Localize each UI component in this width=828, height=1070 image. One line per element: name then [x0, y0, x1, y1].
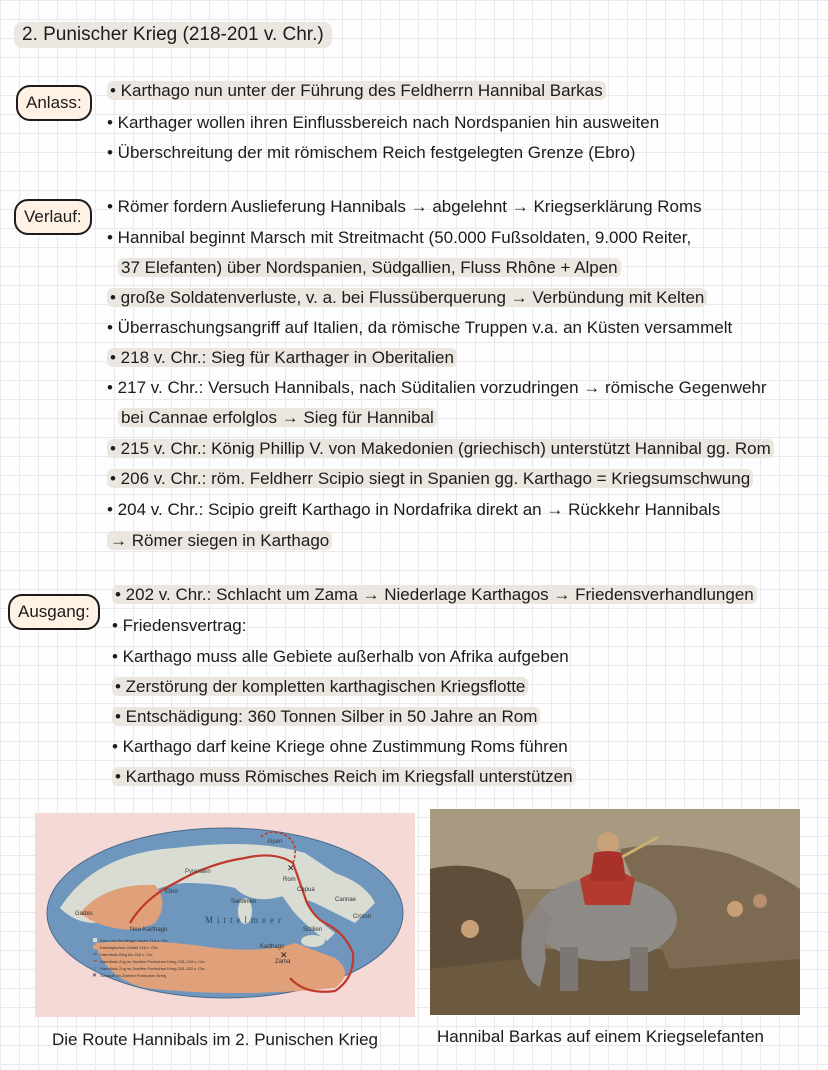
verlauf-line-10: • 206 v. Chr.: röm. Feldherr Scipio siegt in Spanien gg. Karthago = Kriegsumschwung	[107, 469, 753, 489]
verlauf-label: Verlauf:	[14, 199, 92, 235]
legend-entry-1: Rom und Bundesgenossen 218 v. Chr.	[100, 938, 169, 943]
verlauf-line-11: • 204 v. Chr.: Scipio greift Karthago in Nordafrika direkt an → Rückkehr Hannibals	[107, 500, 721, 519]
hannibal-route-map	[35, 813, 415, 1017]
verlauf-line-4: • große Soldatenverluste, v. a. bei Flussüberquerung → Verbündung mit Kelten	[107, 288, 707, 308]
verlauf-line-3: 37 Elefanten) über Nordspanien, Südgallien, Fluss Rhône + Alpen	[118, 258, 621, 278]
legend-swatch-2	[93, 945, 97, 949]
verlauf-line-7: • 217 v. Chr.: Versuch Hannibals, nach Süditalien vorzudringen → römische Gegenwehr	[107, 378, 767, 397]
ausgang-line-7: • Karthago muss Römisches Reich im Kriegsfall unterstützen	[112, 767, 576, 787]
elephant-leg-2	[630, 947, 648, 991]
map-label-ebro: Ebro	[165, 889, 178, 895]
anlass-line-2: • Karthager wollen ihren Einflussbereich nach Nordspanien hin ausweiten	[107, 113, 660, 132]
rider-head	[597, 832, 619, 854]
legend-swatch-1	[93, 938, 97, 942]
ausgang-line-1: • 202 v. Chr.: Schlacht um Zama → Niederlage Karthagos → Friedensverhandlungen	[112, 585, 757, 605]
map-label-rome: Rom	[283, 877, 296, 883]
map-label-gades: Gades	[75, 911, 93, 917]
painting-svg	[430, 809, 800, 1015]
painting-crowd-left	[430, 866, 523, 969]
map-label-pyrenees: Pyrenäen	[185, 869, 211, 875]
figure-head-2	[727, 901, 743, 917]
ausgang-line-4: • Zerstörung der kompletten karthagischen Kriegsflotte	[112, 677, 528, 697]
ausgang-line-3: • Karthago muss alle Gebiete außerhalb von Afrika aufgeben	[112, 647, 569, 666]
legend-entry-6: Schlacht im Zweiten Punischen Krieg	[100, 973, 167, 978]
verlauf-line-8: bei Cannae erfolglos → Sieg für Hannibal	[118, 408, 437, 428]
legend-entry-2: Karthagisches Gebiet 218 v. Chr.	[100, 945, 159, 950]
hannibal-elephant-painting	[430, 809, 800, 1015]
figure-head-1	[461, 920, 479, 938]
map-label-cannae: Cannae	[335, 897, 357, 903]
map-label-sardinia: Sardinien	[231, 899, 257, 905]
verlauf-line-6: • 218 v. Chr.: Sieg für Karthager in Oberitalien	[107, 348, 457, 368]
map-label-alps: Alpen	[267, 839, 283, 845]
figure-head-3	[753, 894, 767, 908]
ausgang-line-6: • Karthago darf keine Kriege ohne Zustimmung Roms führen	[112, 737, 568, 756]
map-label-capua: Capua	[297, 887, 315, 893]
map-sicily	[301, 935, 325, 947]
ausgang-line-5: • Entschädigung: 360 Tonnen Silber in 50 Jahre an Rom	[112, 707, 540, 727]
verlauf-line-9: • 215 v. Chr.: König Phillip V. von Makedonien (griechisch) unterstützt Hannibal gg. Rom	[107, 439, 774, 459]
map-label-sicily: Sizilien	[303, 927, 323, 933]
map-label-sea: Mittelmeer	[205, 915, 285, 925]
elephant-leg-1	[560, 947, 578, 991]
legend-entry-4: Hannibals Zug im Zweiten Punischen Krieg 218–216 v. Chr.	[100, 959, 206, 964]
map-label-zama: Zama	[275, 959, 291, 965]
battle-marker-1: ✕	[287, 863, 295, 873]
verlauf-line-2: • Hannibal beginnt Marsch mit Streitmacht (50.000 Fußsoldaten, 9.000 Reiter,	[107, 228, 692, 247]
painting-caption: Hannibal Barkas auf einem Kriegselefanten	[437, 1027, 764, 1046]
ausgang-label: Ausgang:	[8, 594, 100, 630]
anlass-line-3: • Überschreitung der mit römischem Reich festgelegten Grenze (Ebro)	[107, 143, 636, 162]
verlauf-line-12: → Römer siegen in Karthago	[107, 531, 332, 551]
anlass-line-1: • Karthago nun unter der Führung des Feldherrn Hannibal Barkas	[107, 81, 606, 101]
legend-entry-3: Hannibals Weg bis 218 v. Chr.	[100, 952, 154, 957]
verlauf-line-5: • Überraschungsangriff auf Italien, da römische Truppen v.a. an Küsten versammelt	[107, 318, 733, 337]
ausgang-line-2: • Friedensvertrag:	[112, 616, 247, 635]
map-svg	[35, 813, 415, 1017]
page-title: 2. Punischer Krieg (218-201 v. Chr.)	[14, 22, 332, 48]
verlauf-line-1: • Römer fordern Auslieferung Hannibals → abgelehnt → Kriegserklärung Roms	[107, 197, 702, 216]
rider-body	[590, 851, 626, 881]
map-label-carthage: Karthago	[260, 944, 285, 950]
legend-entry-5: Hannibals Zug im Zweiten Punischen Krieg 203–202 v. Chr.	[100, 966, 206, 971]
map-label-new-carthage: Neu-Karthago	[130, 927, 168, 933]
anlass-label: Anlass:	[16, 85, 92, 121]
map-caption: Die Route Hannibals im 2. Punischen Krieg	[52, 1030, 379, 1049]
map-label-croton: Croton	[353, 914, 372, 920]
legend-swatch-6: ✕	[92, 973, 98, 979]
battle-marker-2: ✕	[280, 950, 288, 960]
